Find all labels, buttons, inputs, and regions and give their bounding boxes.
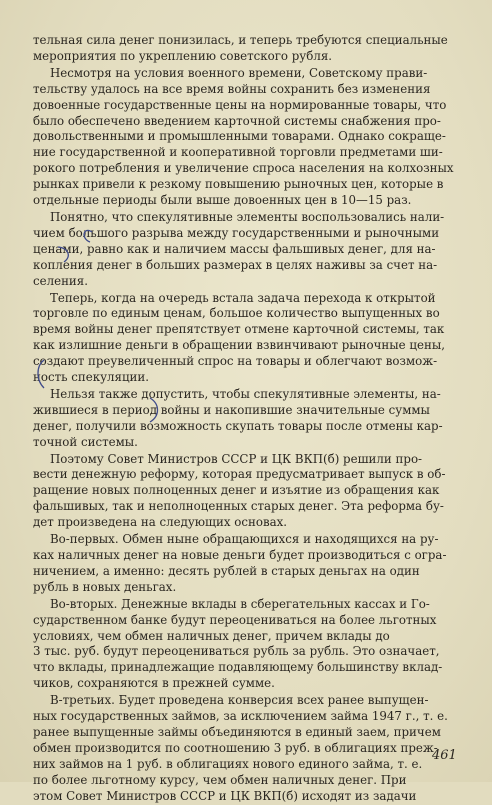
text-line: создают преувеличенный спрос на товары и облегчают возмож-	[33, 354, 438, 369]
text-line: сударственном банке будут переоцениваться на более льготных	[33, 612, 437, 627]
text-line: ранее выпущенные займы объединяются в единый заем, причем	[33, 724, 441, 739]
text-line: ценами, равно как и наличием массы фальшивых денег, для на-	[33, 241, 436, 256]
text-line: чиков, сохраняются в прежней сумме.	[33, 676, 275, 691]
paragraph-2	[33, 66, 468, 209]
text-line: чием большого разрыва между государственными и рыночными	[33, 225, 440, 240]
paragraph-6	[33, 452, 468, 532]
text-line: них займов на 1 руб. в облигациях нового единого займа, т. е.	[33, 756, 423, 771]
paragraph-8	[33, 597, 468, 692]
text-line: довольственными и промышленными товарами. Однако сокраще-	[33, 129, 446, 144]
text-line: Теперь, когда на очередь встала задача перехода к открытой	[50, 290, 436, 305]
paragraph-9	[33, 693, 468, 804]
paragraph-5	[33, 387, 468, 451]
text-line: денег, получили возможность скупать товары после отмены кар-	[33, 418, 443, 433]
page-number: 461	[432, 748, 457, 763]
text-line: В-третьих. Будет проведена конверсия всех ранее выпущен-	[50, 693, 429, 708]
text-line: Во-первых. Обмен ныне обращающихся и находящихся на ру-	[50, 532, 439, 547]
text-line: как излишние деньги в обращении взвинчивают рыночные цены,	[33, 338, 445, 353]
text-line: по более льготному курсу, чем обмен наличных денег. При	[33, 772, 407, 787]
text-line: ращение новых полноценных денег и изъятие из обращения как	[33, 483, 440, 498]
text-line: ние государственной и кооперативной торговли предметами ши-	[33, 145, 443, 160]
text-line: условиях, чем обмен наличных денег, причем вклады до	[33, 628, 390, 643]
text-line: рынках привели к резкому повышению рыночных цен, которые в	[33, 177, 444, 192]
text-line: Несмотря на условия военного времени, Советскому прави-	[50, 65, 428, 80]
text-line: что вклады, принадлежащие подавляющему большинству вклад-	[33, 660, 443, 675]
text-line: ничением, а именно: десять рублей в старых деньгах на один	[33, 563, 420, 578]
text-line: Нельзя также допустить, чтобы спекулятивные элементы, на-	[50, 386, 441, 401]
text-line: Понятно, что спекулятивные элементы воспользовались нали-	[50, 209, 445, 224]
text-line: довоенные государственные цены на нормированные товары, что	[33, 97, 447, 112]
text-line: Поэтому Совет Министров СССР и ЦК ВКП(б) решили про-	[50, 451, 423, 466]
paragraph-7	[33, 532, 468, 596]
text-line: торговле по единым ценам, большое количество выпущенных во	[33, 306, 440, 321]
text-line: рокого потребления и увеличение спроса населения на колхозных	[33, 161, 454, 176]
paragraph-1	[33, 33, 468, 65]
text-line: время войны денег препятствует отмене карточной системы, так	[33, 322, 445, 337]
paragraph-4	[33, 291, 468, 386]
text-line: отдельные периоды были выше довоенных цен в 10—15 раз.	[33, 193, 412, 208]
text-line: ках наличных денег на новые деньги будет производиться с огра-	[33, 548, 447, 562]
paragraph-3	[33, 210, 468, 290]
text-line: ных государственных займов, за исключением займа 1947 г., т. е.	[33, 709, 448, 724]
text-line: этом Совет Министров СССР и ЦК ВКП(б) исходят из задачи	[33, 788, 417, 803]
text-line: ность спекуляции.	[33, 370, 150, 385]
text-line: тельству удалось на все время войны сохранить без изменения	[33, 81, 431, 96]
text-line: Во-вторых. Денежные вклады в сберегательных кассах и Го-	[50, 596, 430, 611]
text-line: фальшивых, так и неполноценных старых денег. Эта реформа бу-	[33, 499, 444, 514]
text-line: тельная сила денег понизилась, и теперь требуются специальные	[33, 33, 448, 47]
text-line: мероприятия по укреплению советского рубля.	[33, 48, 333, 63]
text-line: копления денег в больших размерах в целях наживы за счет на-	[33, 257, 438, 272]
text-line: рубль в новых деньгах.	[33, 579, 177, 594]
text-line: селения.	[33, 273, 88, 288]
text-line: было обеспечено введением карточной системы снабжения про-	[33, 113, 441, 128]
text-line: вести денежную реформу, которая предусматривает выпуск в об-	[33, 467, 446, 482]
text-line: точной системы.	[33, 434, 138, 449]
text-line: 3 тыс. руб. будут переоцениваться рубль за рубль. Это означает,	[33, 644, 440, 659]
text-line: дет произведена на следующих основах.	[33, 515, 288, 530]
text-line: обмен производится по соотношению 3 руб. в облигациях преж-	[33, 740, 438, 755]
text-line: жившиеся в период войны и накопившие значительные суммы	[33, 402, 430, 417]
body-text	[33, 33, 468, 805]
